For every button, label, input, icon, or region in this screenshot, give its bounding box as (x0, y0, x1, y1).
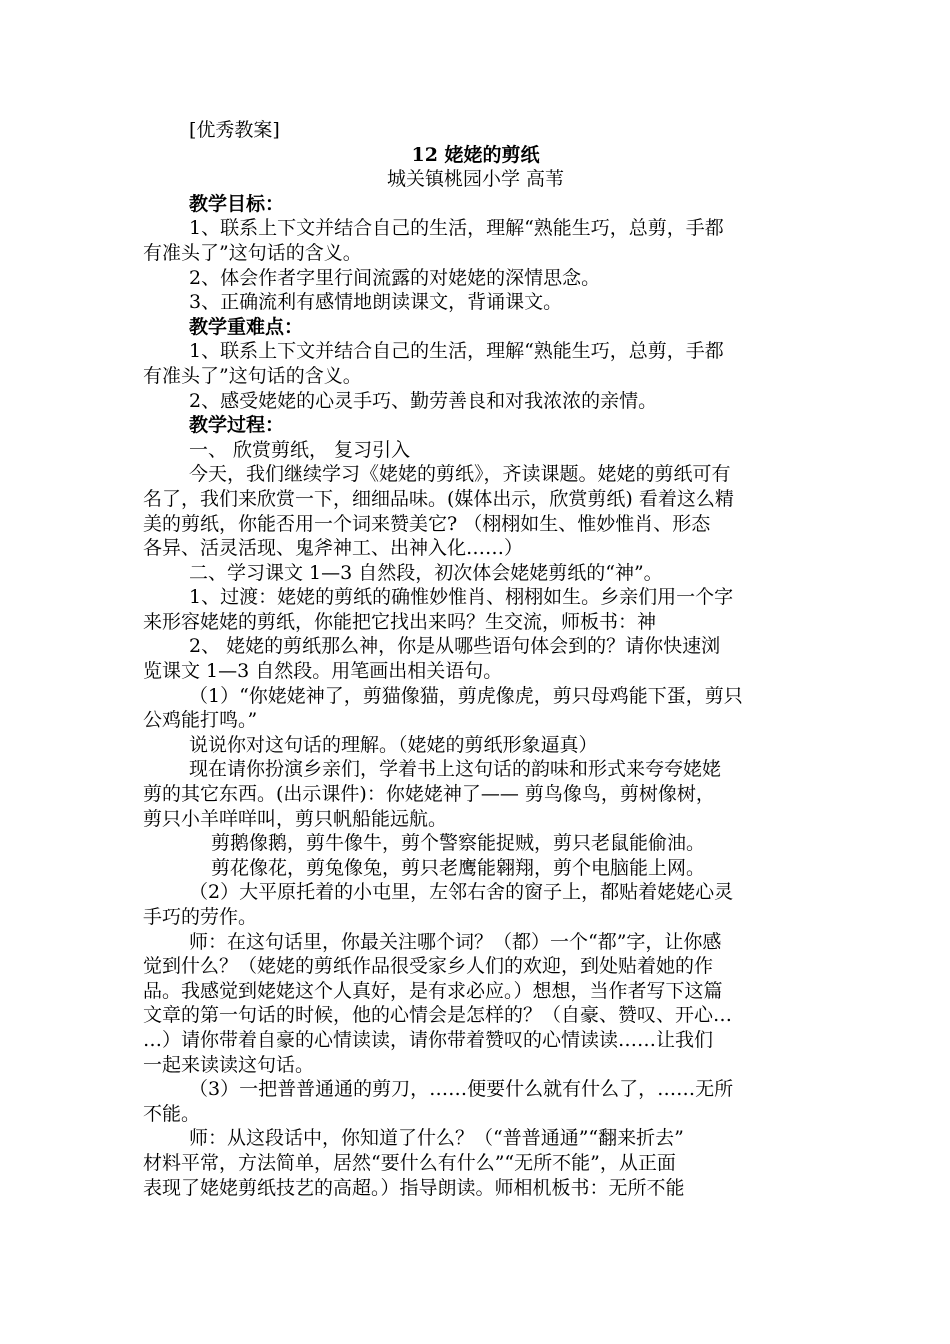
process-line: 剪花像花，剪兔像兔，剪只老鹰能翱翔，剪个电脑能上网。 (211, 856, 706, 879)
objective-1-line-2: 有准头了”这句话的含义。 (143, 241, 362, 264)
process-line: 材料平常，方法简单，居然“要什么有什么”“无所不能”，从正面 (143, 1151, 676, 1174)
keypoint-1-line-1: 1、联系上下文并结合自己的生活，理解“熟能生巧，总剪，手都 (189, 340, 724, 363)
objective-2: 2、体会作者字里行间流露的对姥姥的深情思念。 (189, 266, 601, 289)
objectives-heading: 教学目标： (189, 192, 285, 215)
keypoint-2: 2、感受姥姥的心灵手巧、勤劳善良和对我浓浓的亲情。 (189, 389, 658, 412)
keypoints-heading: 教学重难点： (189, 315, 304, 338)
process-line: 剪只小羊咩咩叫，剪只帆船能远航。 (143, 807, 448, 830)
process-line: 手巧的劳作。 (143, 906, 258, 928)
process-line: 不能。 (143, 1102, 201, 1125)
process-line: 一起来读读这句话。 (143, 1053, 315, 1076)
process-line: 品。我感觉到姥姥这个人真好，是有求必应。）想想，当作者写下这篇 (143, 979, 723, 1002)
process-line: 览课文 1—3 自然段。用笔画出相关语句。 (143, 660, 503, 683)
process-line: 一、 欣赏剪纸， 复习引入 (189, 438, 411, 461)
process-line: （2）大平原托着的小屯里，左邻右舍的窗子上，都贴着姥姥心灵 (189, 881, 734, 904)
process-line: 师：在这句话里，你最关注哪个词？（都）一个“都”字，让你感 (189, 930, 722, 953)
process-line: 剪鹅像鹅，剪牛像牛，剪个警察能捉贼，剪只老鼠能偷油。 (211, 832, 706, 855)
objective-1-line-1: 1、联系上下文并结合自己的生活，理解“熟能生巧，总剪，手都 (189, 217, 724, 240)
process-line: 说说你对这句话的理解。（姥姥的剪纸形象逼真） (189, 733, 598, 756)
process-line: 今天，我们继续学习《姥姥的剪纸》，齐读课题。姥姥的剪纸可有 (189, 463, 731, 486)
keypoint-1-line-2: 有准头了”这句话的含义。 (143, 364, 362, 387)
process-line: 二、学习课文 1—3 自然段，初次体会姥姥剪纸的“神”。 (189, 561, 663, 584)
process-line: 美的剪纸，你能否用一个词来赞美它? （栩栩如生、惟妙惟肖、形态 (143, 512, 711, 535)
process-line: 公鸡能打鸣。” (143, 709, 258, 732)
process-line: 1、过渡：姥姥的剪纸的确惟妙惟肖、栩栩如生。乡亲们用一个字 (189, 586, 734, 609)
document-page (143, 118, 808, 1200)
process-heading: 教学过程： (189, 414, 285, 437)
process-line: …）请你带着自豪的心情读读，请你带着赞叹的心情读读……让我们 (143, 1028, 714, 1051)
process-line: 师：从这段话中，你知道了什么？（“普普通通”“翻来折去” (189, 1127, 684, 1150)
doc-tag: [优秀教案] (189, 119, 280, 141)
process-line: 2、 姥姥的剪纸那么神，你是从哪些语句体会到的？请你快速浏 (189, 635, 721, 658)
process-line: （3）一把普普通通的剪刀，……便要什么就有什么了，……无所 (189, 1078, 734, 1101)
process-line: 文章的第一句话的时候，他的心情会是怎样的？（自豪、赞叹、开心… (143, 1004, 733, 1027)
process-line: 名了，我们来欣赏一下，细细品味。(媒体出示，欣赏剪纸) 看着这么精 (143, 487, 734, 510)
process-line: 剪的其它东西。(出示课件)：你姥姥神了—— 剪鸟像鸟，剪树像树， (143, 783, 715, 806)
process-line: （1）“你姥姥神了，剪猫像猫，剪虎像虎，剪只母鸡能下蛋，剪只 (189, 684, 743, 707)
process-line: 各异、活灵活现、鬼斧神工、出神入化……） (143, 537, 524, 560)
process-line: 表现了姥姥剪纸技艺的高超。）指导朗读。师相机板书：无所不能 (143, 1176, 685, 1199)
process-line: 现在请你扮演乡亲们，学着书上这句话的韵味和形式来夸夸姥姥 (189, 758, 722, 781)
process-line: 觉到什么？（姥姥的剪纸作品很受家乡人们的欢迎，到处贴着她的作 (143, 955, 714, 978)
doc-author: 城关镇桃园小学 高苇 (386, 168, 565, 191)
doc-title: 12 姥姥的剪纸 (411, 143, 540, 166)
process-line: 来形容姥姥的剪纸，你能把它找出来吗？生交流，师板书：神 (143, 610, 657, 633)
objective-3: 3、正确流利有感情地朗读课文，背诵课文。 (189, 291, 563, 314)
